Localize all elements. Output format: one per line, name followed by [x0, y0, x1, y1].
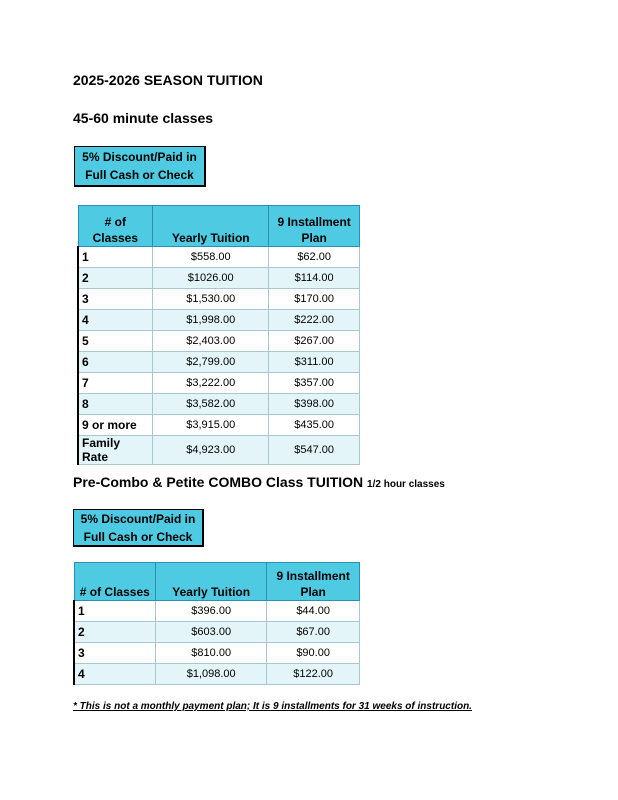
cell-classes: 1	[78, 247, 153, 268]
cell-yearly: $558.00	[153, 247, 269, 268]
cell-yearly: $3,582.00	[153, 394, 269, 415]
tuition-table-45-60	[77, 205, 360, 465]
cell-yearly: $1,530.00	[153, 289, 269, 310]
cell-classes: 8	[78, 394, 153, 415]
cell-classes: 9 or more	[78, 415, 153, 436]
cell-classes: 6	[78, 352, 153, 373]
cell-yearly: $1026.00	[153, 268, 269, 289]
cell-plan: $170.00	[269, 289, 360, 310]
section-title-combo	[73, 474, 445, 490]
cell-plan: $547.00	[269, 436, 360, 465]
header-classes-line2: Classes	[92, 231, 139, 245]
cell-plan: $114.00	[269, 268, 360, 289]
cell-yearly: $3,915.00	[153, 415, 269, 436]
cell-plan: $222.00	[269, 310, 360, 331]
cell-classes: 2	[74, 622, 156, 643]
cell-plan: $62.00	[269, 247, 360, 268]
cell-yearly: $1,998.00	[153, 310, 269, 331]
table-row	[74, 622, 360, 643]
cell-yearly: $810.00	[156, 643, 267, 664]
table-header-row	[74, 563, 360, 601]
header-plan-line1: 9 Installment	[277, 215, 351, 229]
table-row	[74, 664, 360, 685]
cell-classes: 7	[78, 373, 153, 394]
cell-classes: 3	[74, 643, 156, 664]
header-plan-line2: Plan	[301, 231, 327, 245]
cell-plan: $435.00	[269, 415, 360, 436]
table-row	[74, 643, 360, 664]
discount-box-line2: Full Cash or Check	[83, 529, 193, 544]
discount-box	[73, 509, 204, 547]
cell-classes: 5	[78, 331, 153, 352]
table-row	[78, 289, 360, 310]
table-row	[78, 352, 360, 373]
header-classes-line1: # of	[104, 215, 126, 229]
table-row	[78, 247, 360, 268]
header-plan-line2: Plan	[300, 585, 326, 599]
cell-classes: 3	[78, 289, 153, 310]
cell-plan: $267.00	[269, 331, 360, 352]
cell-classes: 1	[74, 601, 156, 622]
page-title: 2025-2026 SEASON TUITION	[73, 72, 263, 88]
table-row	[78, 268, 360, 289]
header-plan-line1: 9 Installment	[276, 569, 350, 583]
table-row	[78, 415, 360, 436]
header-classes: # of Classes	[74, 563, 156, 601]
cell-plan: $311.00	[269, 352, 360, 373]
cell-yearly: $396.00	[156, 601, 267, 622]
table-row	[78, 373, 360, 394]
cell-classes: 2	[78, 268, 153, 289]
footnote: * This is not a monthly payment plan; It is 9 installments for 31 weeks of instruction.	[73, 701, 472, 712]
tuition-table-combo	[73, 562, 360, 685]
combo-title-small: 1/2 hour classes	[367, 479, 445, 490]
cell-plan: $67.00	[267, 622, 360, 643]
header-plan	[267, 563, 360, 601]
cell-yearly: $4,923.00	[153, 436, 269, 465]
cell-plan: $398.00	[269, 394, 360, 415]
cell-classes: Family Rate	[78, 436, 153, 465]
header-yearly: Yearly Tuition	[156, 563, 267, 601]
table-row	[78, 331, 360, 352]
cell-yearly: $1,098.00	[156, 664, 267, 685]
cell-classes: 4	[78, 310, 153, 331]
header-classes	[78, 206, 153, 247]
section-title-45-60: 45-60 minute classes	[73, 110, 214, 126]
cell-yearly: $2,799.00	[153, 352, 269, 373]
discount-box-line1: 5% Discount/Paid in	[80, 511, 196, 526]
cell-plan: $90.00	[267, 643, 360, 664]
cell-yearly: $2,403.00	[153, 331, 269, 352]
discount-box-line1: 5% Discount/Paid in	[82, 150, 197, 164]
table-row	[78, 394, 360, 415]
cell-plan: $357.00	[269, 373, 360, 394]
table-row	[78, 310, 360, 331]
cell-plan: $44.00	[267, 601, 360, 622]
cell-classes: 4	[74, 664, 156, 685]
discount-box	[74, 146, 206, 187]
discount-box-line2: Full Cash or Check	[85, 168, 194, 182]
cell-plan: $122.00	[267, 664, 360, 685]
cell-yearly: $3,222.00	[153, 373, 269, 394]
table-row	[78, 436, 360, 465]
cell-yearly: $603.00	[156, 622, 267, 643]
header-plan	[269, 206, 360, 247]
header-yearly: Yearly Tuition	[153, 206, 269, 247]
table-row	[74, 601, 360, 622]
combo-title-main: Pre-Combo & Petite COMBO Class TUITION	[73, 474, 364, 490]
table-header-row	[78, 206, 360, 247]
